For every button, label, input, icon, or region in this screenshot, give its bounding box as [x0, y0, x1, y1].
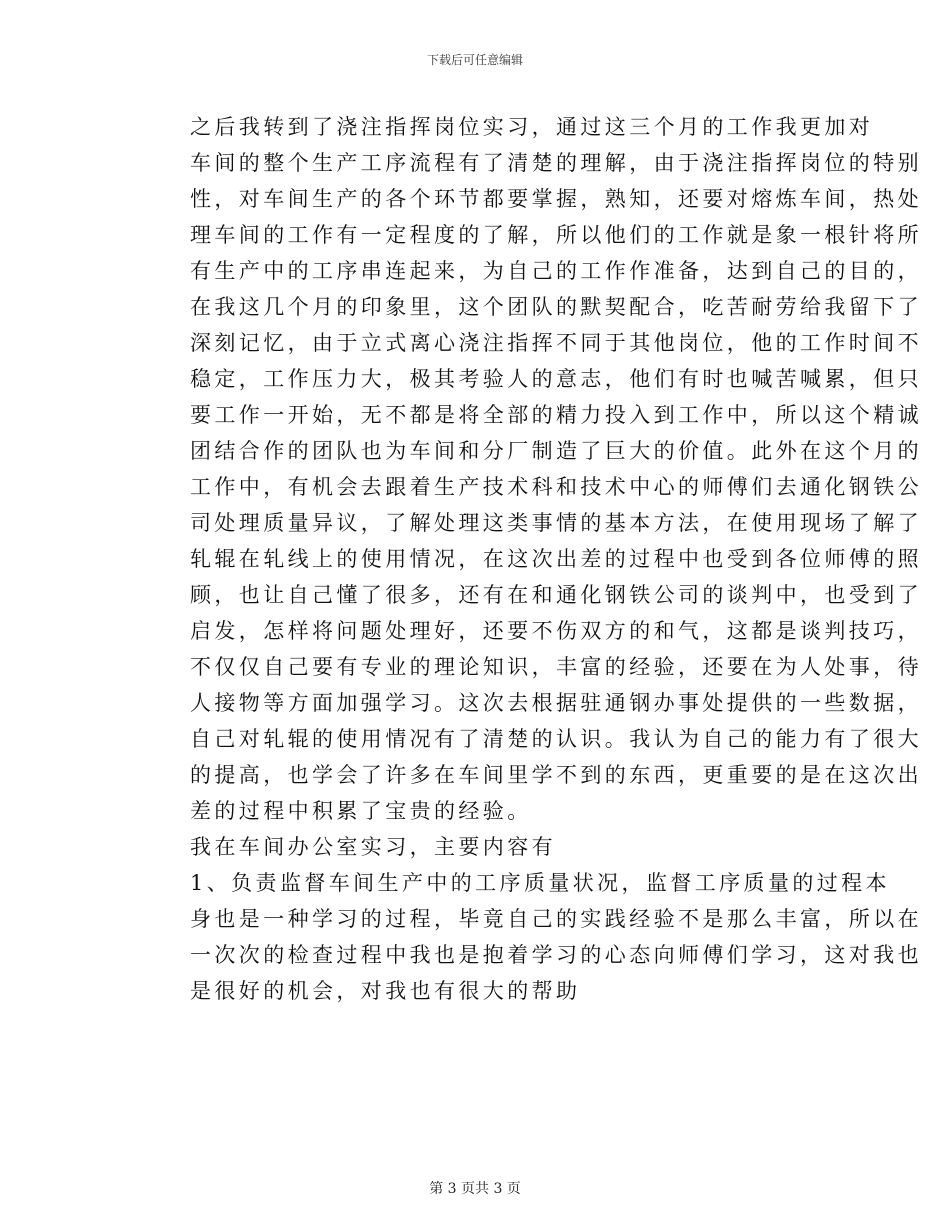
document-body — [142, 109, 922, 1009]
text-line: 要工作一开始，无不都是将全部的精力投入到工作中，所以这个精诚 — [190, 403, 922, 427]
text-line: 1、负责监督车间生产中的工序质量状况，监督工序质量的过程本 — [190, 871, 890, 895]
text-line: 的提高，也学会了许多在车间里学不到的东西，更重要的是在这次出 — [190, 763, 922, 787]
text-line: 之后我转到了浇注指挥岗位实习，通过这三个月的工作我更加对 — [190, 115, 874, 139]
text-line: 团结合作的团队也为车间和分厂制造了巨大的价值。此外在这个月的 — [190, 439, 922, 463]
text-line: 轧辊在轧线上的使用情况，在这次出差的过程中也受到各位师傅的照 — [190, 547, 922, 571]
text-line: 车间的整个生产工序流程有了清楚的理解，由于浇注指挥岗位的特别 — [190, 151, 922, 175]
text-line: 不仅仅自己要有专业的理论知识，丰富的经验，还要在为人处事，待 — [190, 655, 922, 679]
text-line: 司处理质量异议，了解处理这类事情的基本方法，在使用现场了解了 — [190, 511, 922, 535]
paragraph-3 — [142, 865, 922, 1009]
text-line: 是很好的机会，对我也有很大的帮助 — [190, 979, 581, 1003]
text-line: 性，对车间生产的各个环节都要掌握，熟知，还要对熔炼车间，热处 — [190, 187, 922, 211]
text-line: 有生产中的工序串连起来，为自己的工作作准备，达到自己的目的， — [190, 259, 922, 283]
text-line: 深刻记忆，由于立式离心浇注指挥不同于其他岗位，他的工作时间不 — [190, 331, 922, 355]
page-header: 下载后可任意编辑 — [426, 53, 523, 67]
text-line: 我在车间办公室实习，主要内容有 — [190, 835, 556, 859]
paragraph-2 — [142, 829, 808, 865]
page-footer: 第 3 页共 3 页 — [429, 1181, 521, 1197]
text-line: 顾，也让自己懂了很多，还有在和通化钢铁公司的谈判中，也受到了 — [190, 583, 922, 607]
text-line: 一次次的检查过程中我也是抱着学习的心态向师傅们学习，这对我也 — [190, 943, 922, 967]
text-line: 工作中，有机会去跟着生产技术科和技术中心的师傅们去通化钢铁公 — [190, 475, 922, 499]
text-line: 人接物等方面加强学习。这次去根据驻通钢办事处提供的一些数据， — [190, 691, 922, 715]
text-line: 稳定，工作压力大，极其考验人的意志，他们有时也喊苦喊累，但只 — [190, 367, 922, 391]
text-line: 在我这几个月的印象里，这个团队的默契配合，吃苦耐劳给我留下了 — [190, 295, 922, 319]
text-line: 差的过程中积累了宝贵的经验。 — [190, 799, 532, 823]
text-line: 自己对轧辊的使用情况有了清楚的认识。我认为自己的能力有了很大 — [190, 727, 922, 751]
text-line: 身也是一种学习的过程，毕竟自己的实践经验不是那么丰富，所以在 — [190, 907, 922, 931]
text-line: 启发，怎样将问题处理好，还要不伤双方的和气，这都是谈判技巧， — [190, 619, 922, 643]
paragraph-1 — [142, 109, 922, 829]
text-line: 理车间的工作有一定程度的了解，所以他们的工作就是象一根针将所 — [190, 223, 922, 247]
